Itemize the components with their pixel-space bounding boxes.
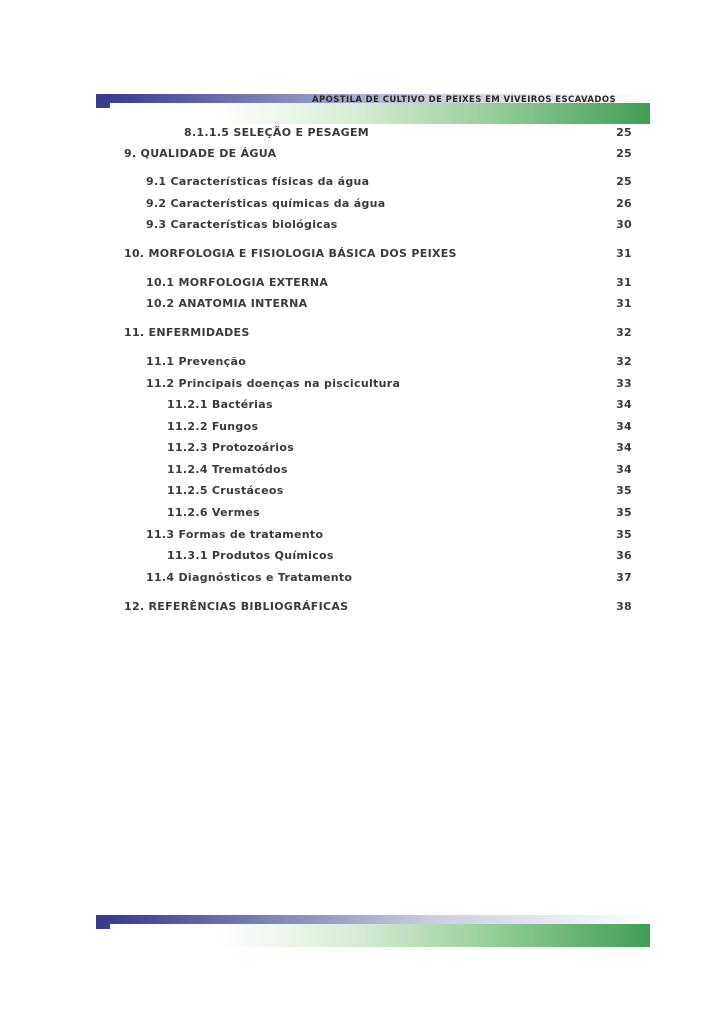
toc-row[interactable] <box>0 463 728 481</box>
toc-label: 11.2.5 Crustáceos <box>167 484 284 497</box>
toc-label: 10. MORFOLOGIA E FISIOLOGIA BÁSICA DOS PEIXES <box>124 247 457 260</box>
header-title: APOSTILA DE CULTIVO DE PEIXES EM VIVEIROS ESCAVADOS <box>312 95 616 105</box>
toc-page: 35 <box>616 528 632 541</box>
toc-page: 34 <box>616 398 632 411</box>
toc-label: 11.2.4 Trematódos <box>167 463 288 476</box>
toc-label: 9.3 Características biológicas <box>146 218 338 231</box>
toc-row[interactable] <box>0 571 728 589</box>
toc-row[interactable] <box>0 441 728 459</box>
toc-row[interactable] <box>0 506 728 524</box>
toc-label: 11.2.1 Bactérias <box>167 398 273 411</box>
toc-label: 9.2 Características químicas da água <box>146 197 386 210</box>
toc-label: 10.1 MORFOLOGIA EXTERNA <box>146 276 329 289</box>
toc-label: 11.2.6 Vermes <box>167 506 260 519</box>
toc-label: 11. ENFERMIDADES <box>124 326 250 339</box>
toc-page: 25 <box>616 126 632 139</box>
toc-page: 32 <box>616 355 632 368</box>
toc-row[interactable] <box>0 197 728 215</box>
toc-row[interactable] <box>0 377 728 395</box>
toc-row[interactable] <box>0 355 728 373</box>
toc-label: 11.2 Principais doenças na piscicultura <box>146 377 401 390</box>
toc-row[interactable] <box>0 126 728 144</box>
toc-page: 31 <box>616 297 632 310</box>
toc-label: 9. QUALIDADE DE ÁGUA <box>124 147 277 160</box>
toc-label: 11.2.2 Fungos <box>167 420 259 433</box>
toc-row[interactable] <box>0 147 728 165</box>
toc-page: 37 <box>616 571 632 584</box>
toc-label: 10.2 ANATOMIA INTERNA <box>146 297 308 310</box>
footer-band <box>96 915 650 947</box>
toc-row[interactable] <box>0 600 728 618</box>
toc-label: 8.1.1.5 SELEÇÃO E PESAGEM <box>184 126 370 139</box>
toc-page: 34 <box>616 463 632 476</box>
toc-page: 26 <box>616 197 632 210</box>
toc-page: 31 <box>616 247 632 260</box>
toc-page: 25 <box>616 147 632 160</box>
footer-band-square <box>96 915 110 929</box>
toc-label: 11.1 Prevenção <box>146 355 247 368</box>
toc-row[interactable] <box>0 276 728 294</box>
toc-page: 33 <box>616 377 632 390</box>
toc-label: 11.4 Diagnósticos e Tratamento <box>146 571 353 584</box>
header-band-square <box>96 94 110 108</box>
toc-row[interactable] <box>0 326 728 344</box>
toc-page: 34 <box>616 441 632 454</box>
toc-page: 38 <box>616 600 632 613</box>
toc-row[interactable] <box>0 175 728 193</box>
toc-label: 11.2.3 Protozoários <box>167 441 295 454</box>
toc-label: 11.3 Formas de tratamento <box>146 528 324 541</box>
toc-row[interactable] <box>0 528 728 546</box>
toc-page: 36 <box>616 549 632 562</box>
toc-page: 31 <box>616 276 632 289</box>
toc-row[interactable] <box>0 398 728 416</box>
toc-page: 32 <box>616 326 632 339</box>
toc-row[interactable] <box>0 484 728 502</box>
header-band-green-bar <box>110 103 650 124</box>
toc-label: 12. REFERÊNCIAS BIBLIOGRÁFICAS <box>124 600 349 613</box>
toc-label: 11.3.1 Produtos Químicos <box>167 549 334 562</box>
toc-page: 35 <box>616 484 632 497</box>
toc-page: 35 <box>616 506 632 519</box>
toc-page: 25 <box>616 175 632 188</box>
toc-row[interactable] <box>0 218 728 236</box>
footer-band-dark-bar <box>96 915 650 924</box>
toc-page: 30 <box>616 218 632 231</box>
toc-row[interactable] <box>0 420 728 438</box>
toc-row[interactable] <box>0 297 728 315</box>
toc-row[interactable] <box>0 549 728 567</box>
toc-row[interactable] <box>0 247 728 265</box>
toc-page: 34 <box>616 420 632 433</box>
toc-label: 9.1 Características físicas da água <box>146 175 370 188</box>
footer-band-green-bar <box>110 924 650 947</box>
